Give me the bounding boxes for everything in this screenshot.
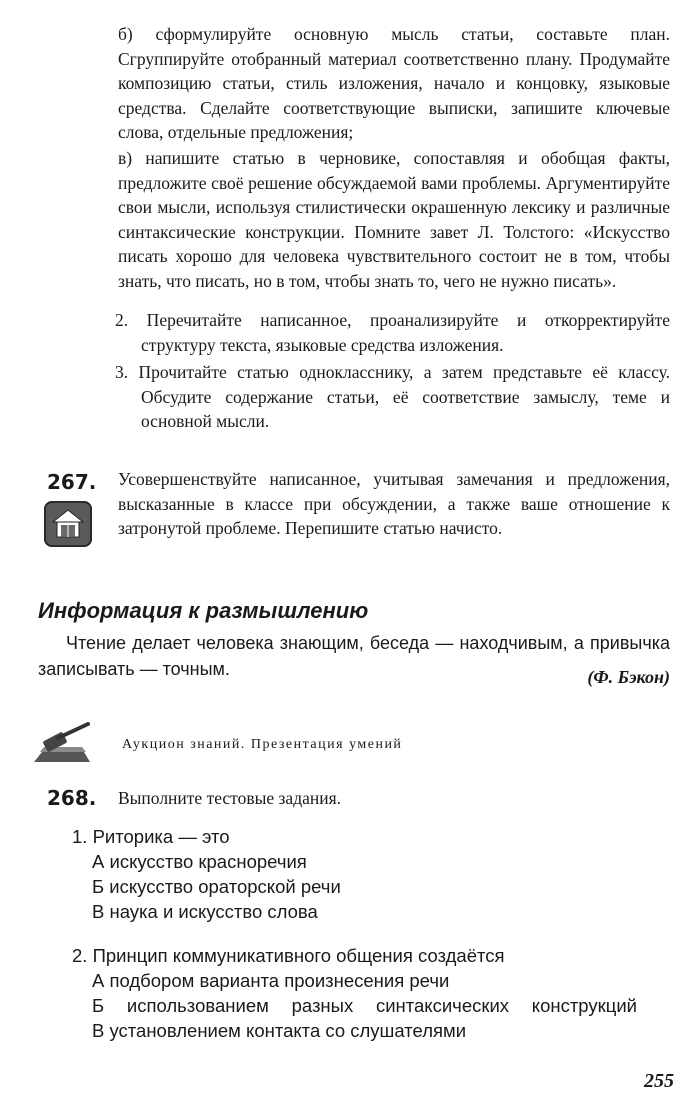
question-2-title: 2. Принцип коммуникативного общения создаётся xyxy=(72,945,505,966)
page-number: 255 xyxy=(644,1070,674,1092)
step-2-item: 2. Перечитайте написанное, проанализируйте и откорректируйте структуру текста, языковые средства изложения. xyxy=(115,310,670,355)
question-1-option-a: А искусство красноречия xyxy=(92,851,307,872)
step-1v-paragraph: в) напишите статью в черновике, сопоставляя и обобщая факты, предложите своё решение обсуждаемой вами проблемы. Аргументируйте свои мысли, используя стилистически окрашенную лексику и различные синтаксические конструкции. Помните завет Л. Толстого: «Искусство писать хорошо для человека чувствительного состоит не в том, чтобы знать, что писать, но в том, чтобы знать то, чего не нужно писать». xyxy=(118,148,670,291)
step-3-item: 3. Прочитайте статью однокласснику, а затем представьте её классу. Обсудите содержание статьи, её соответствие замыслу, теме и основной мысли. xyxy=(115,362,670,431)
section-title: Аукцион знаний. Презентация умений xyxy=(122,737,403,752)
step-1b-paragraph: б) сформулируйте основную мысль статьи, составьте план. Сгруппируйте отобранный материал соответственно плану. Продумайте композицию статьи, стиль изложения, начало и концовку, языковые средства. Сделайте соответствующие выписки, запишите ключевые слова, отдельные предложения; xyxy=(118,24,670,142)
reflection-heading: Информация к размышлению xyxy=(38,598,369,623)
question-2-option-b: Б использованием разных синтаксических конструкций xyxy=(92,995,637,1016)
gavel-icon xyxy=(32,722,94,769)
exercise-268-text: Выполните тестовые задания. xyxy=(118,788,342,808)
quote-author: (Ф. Бэкон) xyxy=(587,667,670,687)
exercise-267-number: 267. xyxy=(47,470,97,494)
question-2-option-c: В установлением контакта со слушателями xyxy=(92,1020,467,1041)
question-1-option-c: В наука и искусство слова xyxy=(92,901,318,922)
question-2-option-a: А подбором варианта произнесения речи xyxy=(92,970,450,991)
question-1-option-b: Б искусство ораторской речи xyxy=(92,876,341,897)
exercise-267-text: Усовершенствуйте написанное, учитывая замечания и предложения, высказанные в классе при обсуждении, а также ваше отношение к затронутой проблеме. Перепишите статью начисто. xyxy=(118,469,670,538)
quote-text: Чтение делает человека знающим, беседа — находчивым, а привычка записывать — точным. xyxy=(38,633,670,679)
question-1-title: 1. Риторика — это xyxy=(72,826,230,847)
exercise-268-number: 268. xyxy=(47,786,97,810)
house-icon xyxy=(44,501,92,547)
